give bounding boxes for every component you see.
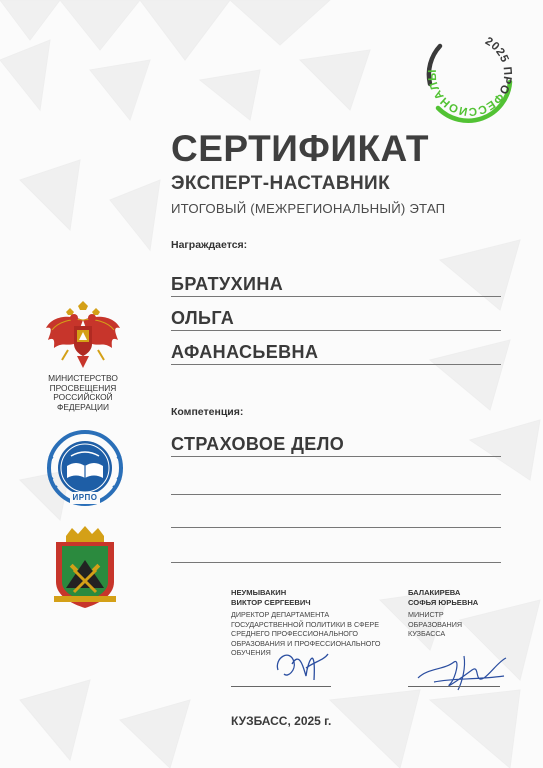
ministry-emblem [44,300,122,370]
competence-label: Компетенция: [171,406,244,418]
double-headed-eagle-icon [44,300,122,370]
kuzbass-shield-icon [52,526,118,608]
signatory-1-position: ДИРЕКТОР ДЕПАРТАМЕНТА ГОСУДАРСТВЕННОЙ ПОЛИТИКИ В СФЕРЕ СРЕДНЕГО ПРОФЕССИОНАЛЬНОГО ОБРАЗОВАНИЯ И ПРОФЕССИОНАЛЬНОГО ОБУЧЕНИЯ [231,610,381,657]
signatory-2-line [408,686,500,687]
recipient-patronymic: АФАНАСЬЕВНА [171,340,501,365]
competence-value: СТРАХОВОЕ ДЕЛО [171,432,501,457]
professionaly-emblem [418,22,522,126]
ministry-name: МИНИСТЕРСТВО ПРОСВЕЩЕНИЯ РОССИЙСКОЙ ФЕДЕРАЦИИ [48,373,118,412]
recipient-label: Награждается: [171,239,248,251]
kuzbass-coat-of-arms [52,526,118,608]
recipient-surname: БРАТУХИНА [171,272,501,297]
certificate-title: СЕРТИФИКАТ [171,128,430,169]
place-and-year: КУЗБАСС, 2025 г. [231,714,332,728]
blank-line [171,561,501,563]
svg-text:2025 ПРОФЕССИОНАЛЫ: 2025 ПРО ФЕССИОНАЛЫ [426,35,514,118]
recipient-first-name: ОЛЬГА [171,306,501,331]
irpo-label: ИРПО [70,492,100,504]
blank-line [171,493,501,495]
certificate-subtitle: ЭКСПЕРТ-НАСТАВНИК [171,173,391,194]
blank-line [171,526,501,528]
irpo-logo [45,428,125,508]
signatory-1-name: НЕУМЫВАКИН ВИКТОР СЕРГЕЕВИЧ [231,588,311,607]
signatory-2-position: МИНИСТР ОБРАЗОВАНИЯ КУЗБАССА [408,610,463,638]
signatory-1-signature [270,640,332,690]
certificate-stage: ИТОГОВЫЙ (МЕЖРЕГИОНАЛЬНЫЙ) ЭТАП [171,201,446,216]
signatory-2-signature [414,648,510,694]
signatory-2-name: БАЛАКИРЕВА СОФЬЯ ЮРЬЕВНА [408,588,479,607]
professionaly-logo-icon [418,22,522,126]
signatory-1-line [231,686,331,687]
